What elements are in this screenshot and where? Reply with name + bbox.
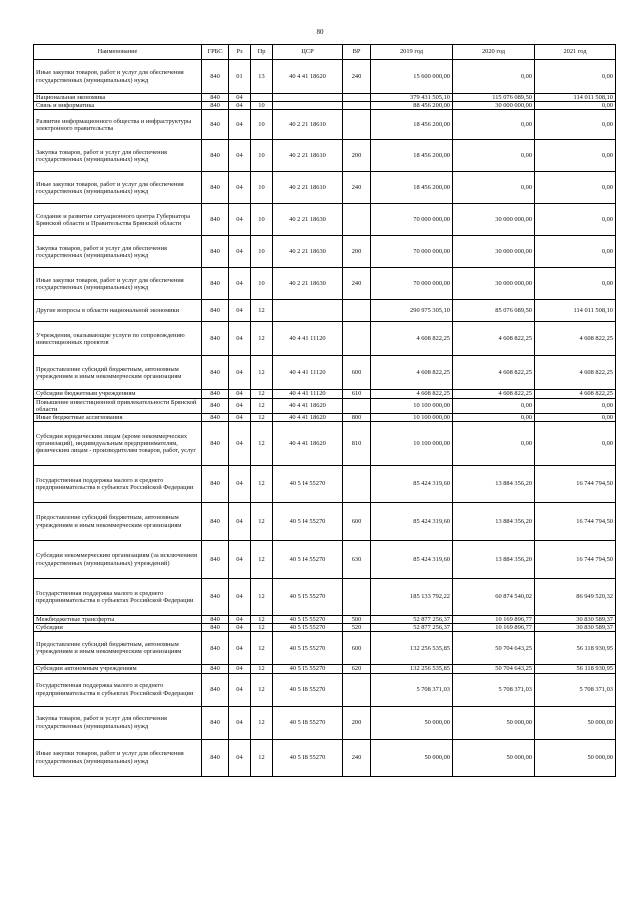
table-cell-vr: 620 [343, 665, 371, 673]
table-cell-2021: 16 744 794,50 [535, 466, 616, 503]
table-cell-2019: 70 000 000,00 [371, 204, 453, 236]
table-row [34, 665, 616, 673]
table-cell-grbs: 840 [202, 322, 229, 356]
table-cell-rz: 04 [229, 579, 251, 616]
table-cell-vr: 200 [343, 140, 371, 172]
table-cell-csr: 40 2 21 18610 [273, 110, 343, 140]
header-name: Наименование [34, 45, 202, 60]
header-pr: Пр [251, 45, 273, 60]
table-cell-2019: 379 431 505,10 [371, 94, 453, 102]
table-cell-rz: 04 [229, 466, 251, 503]
table-row [34, 110, 616, 140]
table-cell-csr: 40 2 21 18630 [273, 236, 343, 268]
table-cell-2019: 70 000 000,00 [371, 268, 453, 300]
table-cell-pr [251, 94, 273, 102]
table-cell-rz: 04 [229, 413, 251, 421]
table-cell-csr: 40 4 41 18620 [273, 413, 343, 421]
table-cell-grbs: 840 [202, 110, 229, 140]
table-cell-2019: 15 600 000,00 [371, 60, 453, 94]
table-cell-pr: 12 [251, 398, 273, 413]
table-cell-2021: 0,00 [535, 102, 616, 110]
table-cell-name: Иные закупки товаров, работ и услуг для обеспечения государственных (муниципальных) нужд [34, 268, 202, 300]
table-cell-2020: 30 000 000,00 [453, 102, 535, 110]
table-cell-2020: 30 000 000,00 [453, 268, 535, 300]
table-row [34, 204, 616, 236]
table-row [34, 632, 616, 665]
header-2020: 2020 год [453, 45, 535, 60]
table-row [34, 268, 616, 300]
table-row [34, 102, 616, 110]
table-cell-rz: 04 [229, 322, 251, 356]
table-cell-2019: 132 256 535,85 [371, 632, 453, 665]
table-cell-name: Государственная поддержка малого и среднего предпринимательства в субъектах Российской Федерации [34, 673, 202, 706]
table-cell-pr: 12 [251, 579, 273, 616]
table-cell-2019: 290 975 305,10 [371, 300, 453, 322]
table-cell-csr: 40 2 21 18630 [273, 268, 343, 300]
table-cell-pr: 10 [251, 204, 273, 236]
table-cell-vr: 240 [343, 60, 371, 94]
table-cell-vr: 600 [343, 632, 371, 665]
table-row [34, 673, 616, 706]
table-cell-name: Закупка товаров, работ и услуг для обеспечения государственных (муниципальных) нужд [34, 236, 202, 268]
table-cell-csr: 40 5 I8 55270 [273, 673, 343, 706]
table-cell-2020: 0,00 [453, 422, 535, 466]
table-cell-2019: 5 708 371,03 [371, 673, 453, 706]
header-2021: 2021 год [535, 45, 616, 60]
table-cell-vr: 600 [343, 356, 371, 390]
table-cell-name: Иные бюджетные ассигнования [34, 413, 202, 421]
table-cell-2019: 85 424 319,60 [371, 541, 453, 579]
header-2019: 2019 год [371, 45, 453, 60]
table-cell-rz: 04 [229, 356, 251, 390]
table-cell-pr: 12 [251, 541, 273, 579]
table-cell-rz: 04 [229, 204, 251, 236]
table-row [34, 300, 616, 322]
table-cell-2020: 0,00 [453, 172, 535, 204]
table-cell-vr: 600 [343, 503, 371, 541]
header-rz: Рз [229, 45, 251, 60]
table-cell-grbs: 840 [202, 204, 229, 236]
table-cell-2020: 13 884 356,20 [453, 466, 535, 503]
table-cell-grbs: 840 [202, 413, 229, 421]
table-cell-name: Субсидии некоммерческим организациям (за исключением государственных (муниципальных) учреждений) [34, 541, 202, 579]
table-cell-2020: 50 000,00 [453, 739, 535, 776]
table-cell-rz: 04 [229, 739, 251, 776]
table-cell-grbs: 840 [202, 390, 229, 398]
table-cell-2019: 18 456 200,00 [371, 110, 453, 140]
table-cell-2019: 10 100 000,00 [371, 413, 453, 421]
header-grbs: ГРБС [202, 45, 229, 60]
table-cell-rz: 04 [229, 268, 251, 300]
table-cell-2021: 56 118 930,95 [535, 632, 616, 665]
table-cell-pr: 12 [251, 706, 273, 739]
table-cell-2020: 0,00 [453, 398, 535, 413]
table-cell-grbs: 840 [202, 172, 229, 204]
table-cell-csr: 40 5 I8 55270 [273, 706, 343, 739]
table-cell-pr: 10 [251, 172, 273, 204]
table-cell-vr [343, 204, 371, 236]
table-cell-vr [343, 466, 371, 503]
table-cell-2019: 50 000,00 [371, 706, 453, 739]
table-cell-2021: 114 011 508,10 [535, 300, 616, 322]
table-cell-2019: 88 456 200,00 [371, 102, 453, 110]
page-number: 80 [316, 28, 324, 36]
table-cell-2021: 30 830 589,37 [535, 616, 616, 624]
table-cell-pr: 13 [251, 60, 273, 94]
table-cell-rz: 04 [229, 541, 251, 579]
table-cell-2020: 50 704 643,25 [453, 632, 535, 665]
table-cell-name: Межбюджетные трансферты [34, 616, 202, 624]
table-cell-vr [343, 300, 371, 322]
table-cell-2019: 4 608 822,25 [371, 356, 453, 390]
table-cell-2021: 30 830 589,37 [535, 624, 616, 632]
table-row [34, 503, 616, 541]
table-cell-csr: 40 4 41 11120 [273, 322, 343, 356]
table-row [34, 236, 616, 268]
table-cell-grbs: 840 [202, 706, 229, 739]
table-cell-grbs: 840 [202, 102, 229, 110]
table-cell-csr: 40 5 I5 55270 [273, 616, 343, 624]
table-cell-rz: 04 [229, 624, 251, 632]
table-cell-pr: 12 [251, 356, 273, 390]
table-cell-vr [343, 94, 371, 102]
table-cell-vr: 240 [343, 268, 371, 300]
table-cell-grbs: 840 [202, 632, 229, 665]
table-cell-vr: 610 [343, 390, 371, 398]
table-cell-csr: 40 4 41 18620 [273, 398, 343, 413]
table-cell-2021: 50 000,00 [535, 706, 616, 739]
table-cell-vr: 800 [343, 413, 371, 421]
table-cell-2019: 52 877 256,37 [371, 624, 453, 632]
table-cell-pr: 12 [251, 390, 273, 398]
table-body [34, 60, 616, 777]
table-cell-name: Закупка товаров, работ и услуг для обеспечения государственных (муниципальных) нужд [34, 706, 202, 739]
table-cell-2021: 114 011 508,10 [535, 94, 616, 102]
table-cell-csr: 40 5 I5 55270 [273, 579, 343, 616]
table-cell-rz: 04 [229, 398, 251, 413]
table-cell-pr: 12 [251, 673, 273, 706]
header-csr: ЦСР [273, 45, 343, 60]
table-row [34, 322, 616, 356]
table-row [34, 398, 616, 413]
table-cell-csr: 40 4 41 18620 [273, 422, 343, 466]
table-cell-2020: 10 169 896,77 [453, 616, 535, 624]
table-cell-vr [343, 673, 371, 706]
table-cell-vr: 240 [343, 172, 371, 204]
table-cell-name: Предоставление субсидий бюджетным, автономным учреждениям и иным некоммерческим организациям [34, 632, 202, 665]
table-cell-name: Государственная поддержка малого и среднего предпринимательства в субъектах Российской Федерации [34, 579, 202, 616]
table-cell-grbs: 840 [202, 268, 229, 300]
table-cell-2021: 0,00 [535, 172, 616, 204]
table-cell-name: Закупка товаров, работ и услуг для обеспечения государственных (муниципальных) нужд [34, 140, 202, 172]
table-cell-pr: 12 [251, 624, 273, 632]
table-cell-2021: 0,00 [535, 140, 616, 172]
table-cell-grbs: 840 [202, 579, 229, 616]
table-cell-rz: 04 [229, 300, 251, 322]
table-cell-grbs: 840 [202, 665, 229, 673]
table-cell-2019: 18 456 200,00 [371, 140, 453, 172]
table-cell-2021: 5 708 371,03 [535, 673, 616, 706]
table-header-row [34, 45, 616, 60]
table-cell-csr: 40 5 I5 55270 [273, 632, 343, 665]
table-cell-2020: 60 874 540,02 [453, 579, 535, 616]
table-cell-2019: 18 456 200,00 [371, 172, 453, 204]
table-cell-2021: 4 608 822,25 [535, 356, 616, 390]
table-cell-csr: 40 5 I4 55270 [273, 503, 343, 541]
table-cell-pr: 12 [251, 300, 273, 322]
table-cell-2019: 4 608 822,25 [371, 322, 453, 356]
table-cell-csr: 40 2 21 18610 [273, 172, 343, 204]
table-cell-csr: 40 5 I8 55270 [273, 739, 343, 776]
table-cell-pr: 12 [251, 616, 273, 624]
table-cell-2019: 50 000,00 [371, 739, 453, 776]
table-cell-vr [343, 102, 371, 110]
table-cell-csr [273, 102, 343, 110]
table-cell-name: Другие вопросы в области национальной экономики [34, 300, 202, 322]
table-cell-2021: 50 000,00 [535, 739, 616, 776]
table-cell-2021: 56 118 930,95 [535, 665, 616, 673]
table-cell-2021: 0,00 [535, 236, 616, 268]
table-cell-2020: 50 000,00 [453, 706, 535, 739]
table-cell-pr: 12 [251, 422, 273, 466]
table-cell-name: Государственная поддержка малого и среднего предпринимательства в субъектах Российской Федерации [34, 466, 202, 503]
table-cell-pr: 12 [251, 739, 273, 776]
table-cell-grbs: 840 [202, 673, 229, 706]
table-cell-pr: 12 [251, 413, 273, 421]
table-cell-grbs: 840 [202, 422, 229, 466]
table-cell-vr [343, 322, 371, 356]
table-cell-2019: 85 424 319,60 [371, 466, 453, 503]
table-cell-2020: 13 884 356,20 [453, 503, 535, 541]
table-cell-grbs: 840 [202, 356, 229, 390]
table-cell-rz: 04 [229, 140, 251, 172]
table-cell-name: Субсидии [34, 624, 202, 632]
table-cell-pr: 10 [251, 102, 273, 110]
table-cell-rz: 04 [229, 706, 251, 739]
table-cell-2021: 86 949 520,32 [535, 579, 616, 616]
table-cell-pr: 12 [251, 466, 273, 503]
table-cell-2019: 10 100 000,00 [371, 398, 453, 413]
table-cell-name: Учреждения, оказывающие услуги по сопровождению инвестиционных проектов [34, 322, 202, 356]
table-cell-grbs: 840 [202, 616, 229, 624]
table-cell-vr [343, 110, 371, 140]
table-cell-grbs: 840 [202, 398, 229, 413]
table-cell-grbs: 840 [202, 541, 229, 579]
table-cell-name: Иные закупки товаров, работ и услуг для обеспечения государственных (муниципальных) нужд [34, 60, 202, 94]
table-cell-name: Предоставление субсидий бюджетным, автономным учреждениям и иным некоммерческим организациям [34, 503, 202, 541]
table-cell-2020: 10 169 896,77 [453, 624, 535, 632]
table-cell-pr: 10 [251, 236, 273, 268]
table-cell-2021: 0,00 [535, 413, 616, 421]
table-cell-2020: 50 704 643,25 [453, 665, 535, 673]
table-cell-rz: 04 [229, 422, 251, 466]
table-cell-2019: 85 424 319,60 [371, 503, 453, 541]
table-cell-2019: 70 000 000,00 [371, 236, 453, 268]
table-cell-2020: 30 000 000,00 [453, 236, 535, 268]
table-cell-grbs: 840 [202, 60, 229, 94]
table-cell-csr: 40 4 41 11120 [273, 390, 343, 398]
table-row [34, 616, 616, 624]
table-cell-rz: 04 [229, 503, 251, 541]
table-cell-2020: 0,00 [453, 413, 535, 421]
table-cell-rz: 04 [229, 172, 251, 204]
table-cell-name: Повышение инвестиционной привлекательности Брянской области [34, 398, 202, 413]
table-cell-2019: 185 133 792,22 [371, 579, 453, 616]
table-cell-name: Субсидии юридическим лицам (кроме некоммерческих организаций), индивидуальным предпринимателям, физическим лицам - производителям товаров, работ, услуг [34, 422, 202, 466]
table-cell-vr: 240 [343, 739, 371, 776]
table-cell-rz: 01 [229, 60, 251, 94]
table-cell-grbs: 840 [202, 503, 229, 541]
table-cell-rz: 04 [229, 390, 251, 398]
table-cell-grbs: 840 [202, 300, 229, 322]
table-cell-2021: 0,00 [535, 204, 616, 236]
table-cell-2020: 4 608 822,25 [453, 356, 535, 390]
table-cell-2020: 5 708 371,03 [453, 673, 535, 706]
table-cell-2021: 16 744 794,50 [535, 503, 616, 541]
table-cell-rz: 04 [229, 665, 251, 673]
table-cell-2020: 115 076 089,50 [453, 94, 535, 102]
table-cell-2019: 4 608 822,25 [371, 390, 453, 398]
table-cell-pr: 12 [251, 665, 273, 673]
table-cell-2020: 85 076 089,50 [453, 300, 535, 322]
table-cell-pr: 12 [251, 322, 273, 356]
table-cell-rz: 04 [229, 616, 251, 624]
table-cell-rz: 04 [229, 236, 251, 268]
table-cell-vr: 500 [343, 616, 371, 624]
table-cell-2021: 0,00 [535, 398, 616, 413]
table-cell-grbs: 840 [202, 739, 229, 776]
table-cell-rz: 04 [229, 102, 251, 110]
table-cell-pr: 12 [251, 503, 273, 541]
table-cell-2019: 52 877 256,37 [371, 616, 453, 624]
table-cell-csr [273, 300, 343, 322]
table-row [34, 140, 616, 172]
table-cell-name: Субсидии автономным учреждениям [34, 665, 202, 673]
table-cell-rz: 04 [229, 632, 251, 665]
table-cell-csr: 40 5 I5 55270 [273, 624, 343, 632]
table-row [34, 390, 616, 398]
table-cell-2019: 10 100 000,00 [371, 422, 453, 466]
table-cell-name: Развитие информационного общества и инфраструктуры электронного правительства [34, 110, 202, 140]
table-row [34, 624, 616, 632]
table-cell-rz: 04 [229, 110, 251, 140]
table-row [34, 413, 616, 421]
table-cell-grbs: 840 [202, 466, 229, 503]
table-row [34, 60, 616, 94]
table-cell-2021: 0,00 [535, 60, 616, 94]
table-cell-name: Иные закупки товаров, работ и услуг для обеспечения государственных (муниципальных) нужд [34, 172, 202, 204]
table-cell-2021: 0,00 [535, 268, 616, 300]
table-cell-grbs: 840 [202, 624, 229, 632]
table-cell-rz: 04 [229, 94, 251, 102]
table-cell-2021: 0,00 [535, 422, 616, 466]
table-cell-pr: 10 [251, 110, 273, 140]
table-cell-2020: 4 608 822,25 [453, 390, 535, 398]
table-cell-vr [343, 579, 371, 616]
table-cell-grbs: 840 [202, 94, 229, 102]
table-cell-2021: 4 608 822,25 [535, 390, 616, 398]
table-cell-name: Субсидии бюджетным учреждениям [34, 390, 202, 398]
table-cell-vr: 520 [343, 624, 371, 632]
table-cell-vr: 810 [343, 422, 371, 466]
table-cell-grbs: 840 [202, 236, 229, 268]
table-row [34, 466, 616, 503]
table-cell-csr: 40 5 I4 55270 [273, 466, 343, 503]
table-cell-vr: 200 [343, 706, 371, 739]
table-row [34, 541, 616, 579]
table-cell-rz: 04 [229, 673, 251, 706]
table-cell-2021: 16 744 794,50 [535, 541, 616, 579]
table-cell-2020: 30 000 000,00 [453, 204, 535, 236]
budget-table [33, 44, 616, 777]
table-cell-csr: 40 4 41 11120 [273, 356, 343, 390]
table-cell-name: Иные закупки товаров, работ и услуг для обеспечения государственных (муниципальных) нужд [34, 739, 202, 776]
table-cell-vr: 200 [343, 236, 371, 268]
table-cell-2020: 13 884 356,20 [453, 541, 535, 579]
table-row [34, 739, 616, 776]
table-cell-pr: 10 [251, 140, 273, 172]
table-cell-csr: 40 4 41 18620 [273, 60, 343, 94]
table-cell-csr: 40 5 I4 55270 [273, 541, 343, 579]
table-cell-name: Создание и развитие ситуационного центра Губернатора Брянской области и Правительства Брянской области [34, 204, 202, 236]
table-cell-csr: 40 5 I5 55270 [273, 665, 343, 673]
table-row [34, 172, 616, 204]
table-cell-2020: 4 608 822,25 [453, 322, 535, 356]
table-cell-vr [343, 398, 371, 413]
table-cell-pr: 12 [251, 632, 273, 665]
header-vr: ВР [343, 45, 371, 60]
table-row [34, 579, 616, 616]
table-cell-2020: 0,00 [453, 140, 535, 172]
table-cell-csr [273, 94, 343, 102]
table-cell-name: Связь и информатика [34, 102, 202, 110]
table-cell-2021: 0,00 [535, 110, 616, 140]
table-cell-2020: 0,00 [453, 60, 535, 94]
table-cell-grbs: 840 [202, 140, 229, 172]
table-cell-csr: 40 2 21 18630 [273, 204, 343, 236]
table-row [34, 94, 616, 102]
table-cell-2020: 0,00 [453, 110, 535, 140]
table-row [34, 356, 616, 390]
table-cell-pr: 10 [251, 268, 273, 300]
table-cell-name: Предоставление субсидий бюджетным, автономным учреждениям и иным некоммерческим организациям [34, 356, 202, 390]
table-cell-vr: 630 [343, 541, 371, 579]
table-cell-2019: 132 256 535,85 [371, 665, 453, 673]
table-row [34, 422, 616, 466]
table-row [34, 706, 616, 739]
table-cell-csr: 40 2 21 18610 [273, 140, 343, 172]
table-cell-name: Национальная экономика [34, 94, 202, 102]
table-cell-2021: 4 608 822,25 [535, 322, 616, 356]
